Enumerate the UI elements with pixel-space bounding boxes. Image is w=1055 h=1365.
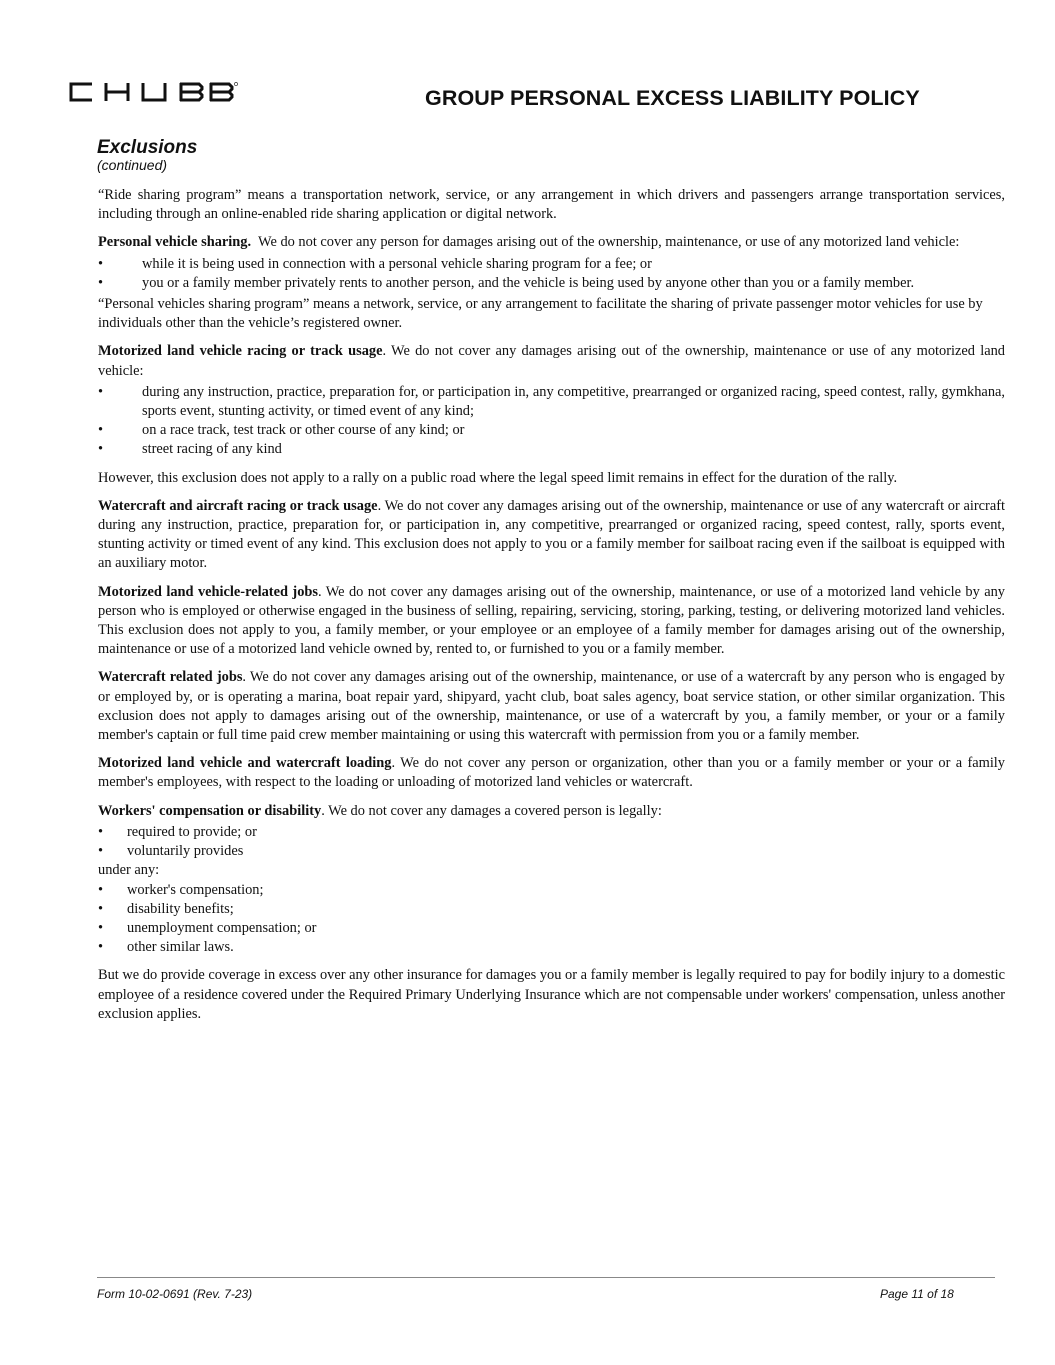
- personal-vehicle-sharing-definition: “Personal vehicles sharing program” means a network, service, or any arrangement to facilitate the sharing of private passenger motor vehicles for use by individuals other than the vehicle’s registered owner.: [98, 296, 983, 332]
- workers-comp-paragraph: [98, 802, 1005, 821]
- mlv-racing-title: Motorized land vehicle racing or track usage: [98, 343, 383, 360]
- list-item: • voluntarily provides: [98, 842, 1005, 861]
- mlv-jobs-paragraph: [98, 583, 1005, 660]
- watercraft-aircraft-racing-paragraph: [98, 497, 1005, 574]
- workers-comp-coverage: But we do provide coverage in excess over any other insurance for damages you or a family member is legally required to pay for bodily injury to a domestic employee of a residence covered under the Required Primary Underlying Insurance which are not compensable under workers' compensation, unless another exclusion applies.: [98, 967, 1005, 1022]
- watercraft-jobs-title: Watercraft related jobs: [98, 669, 243, 686]
- loading-title: Motorized land vehicle and watercraft loading: [98, 755, 392, 772]
- list-item: • unemployment compensation; or: [98, 919, 1005, 938]
- personal-vehicle-sharing-list: [98, 255, 1005, 293]
- watercraft-jobs-paragraph: [98, 668, 1005, 745]
- section-subheading: (continued): [97, 157, 168, 173]
- workers-comp-list-a: [98, 823, 1005, 861]
- workers-comp-text: . We do not cover any damages a covered person is legally:: [321, 802, 662, 819]
- personal-vehicle-sharing-title: Personal vehicle sharing.: [98, 234, 252, 251]
- loading-paragraph: [98, 754, 1005, 792]
- personal-vehicle-sharing-paragraph: [98, 233, 1005, 252]
- list-item: • required to provide; or: [98, 823, 1005, 842]
- watercraft-aircraft-racing-text: . We do not cover any damages arising out of the ownership, maintenance or use of any watercraft or aircraft during any instruction, practice, preparation for, or participation in, any competitive, prearranged or organized racing, speed contest, rally, sports event, stunting activity or timed event of any kind. This exclusion does not apply to you or a family member for sailboat racing even if the sailboat is equipped with an auxiliary motor.: [98, 497, 1006, 572]
- list-item: • during any instruction, practice, preparation for, or participation in, any competitive, prearranged or organized racing, speed contest, rally, gymkhana, sports event, stunting activity, or timed event of any kind;: [98, 383, 1005, 421]
- list-item: • while it is being used in connection with a personal vehicle sharing program for a fee; or: [98, 255, 1005, 274]
- list-item: • disability benefits;: [98, 900, 1005, 919]
- list-item: • on a race track, test track or other course of any kind; or: [98, 421, 1005, 440]
- chubb-logo: [68, 81, 238, 103]
- mlv-jobs-text: . We do not cover any damages arising out of the ownership, maintenance, or use of a motorized land vehicle by any person who is employed or otherwise engaged in the business of selling, repairing, servicing, storing, parking, testing, or delivering motorized land vehicles. This exclusion does not apply to you, a family member, or your employee or an employee of a family member for damages arising out of the ownership, maintenance or use of a motorized land vehicle owned by, rented to, or furnished to you or a family member.: [98, 583, 1005, 658]
- policy-title: GROUP PERSONAL EXCESS LIABILITY POLICY: [425, 86, 920, 110]
- list-item: • you or a family member privately rents to another person, and the vehicle is being used by anyone other than you or a family member.: [98, 274, 1005, 293]
- footer-divider: [97, 1277, 995, 1278]
- workers-comp-title: Workers' compensation or disability: [98, 802, 322, 819]
- document-body: [98, 186, 1005, 1033]
- list-item: • street racing of any kind: [98, 440, 1005, 459]
- workers-comp-list-b: [98, 881, 1005, 958]
- mlv-racing-text: . We do not cover any damages arising out of the ownership, maintenance or use of any motorized land vehicle:: [98, 343, 1005, 379]
- watercraft-jobs-text: . We do not cover any damages arising out of the ownership, maintenance, or use of a watercraft by any person who is engaged by or employed by, or is operating a marina, boat repair yard, shipyard, yacht club, boat sales agency, boat service station, or other similar organization. This exclusion does not apply to damages arising out of the ownership, maintenance, or use of a watercraft by you, a family member, or your or a family member's captain or full time paid crew member maintaining or using this watercraft with permission from you or a family member.: [98, 669, 1005, 744]
- watercraft-aircraft-racing-title: Watercraft and aircraft racing or track usage: [98, 497, 378, 514]
- mlv-racing-exception: However, this exclusion does not apply to a rally on a public road where the legal speed limit remains in effect for the duration of the rally.: [98, 469, 898, 486]
- section-heading: Exclusions: [97, 137, 198, 158]
- ride-sharing-definition: “Ride sharing program” means a transportation network, service, or any arrangement in which drivers and passengers arrange transportation services, including through an online-enabled ride sharing application or digital network.: [98, 187, 1005, 223]
- mlv-racing-list: [98, 383, 1005, 460]
- form-number: Form 10-02-0691 (Rev. 7-23): [97, 1287, 253, 1301]
- mlv-jobs-title: Motorized land vehicle-related jobs: [98, 583, 318, 600]
- loading-text: . We do not cover any person or organization, other than you or a family member or your or a family member's employees, with respect to the loading or unloading of motorized land vehicles or watercraft.: [98, 755, 1006, 791]
- page-number: Page 11 of 18: [880, 1287, 954, 1301]
- list-item: • worker's compensation;: [98, 881, 1005, 900]
- under-any-label: under any:: [98, 862, 160, 879]
- mlv-racing-paragraph: [98, 342, 1005, 380]
- list-item: • other similar laws.: [98, 938, 1005, 957]
- personal-vehicle-sharing-text: We do not cover any person for damages arising out of the ownership, maintenance, or use of any motorized land vehicle:: [258, 234, 960, 251]
- chubb-logo-mark: [68, 81, 238, 103]
